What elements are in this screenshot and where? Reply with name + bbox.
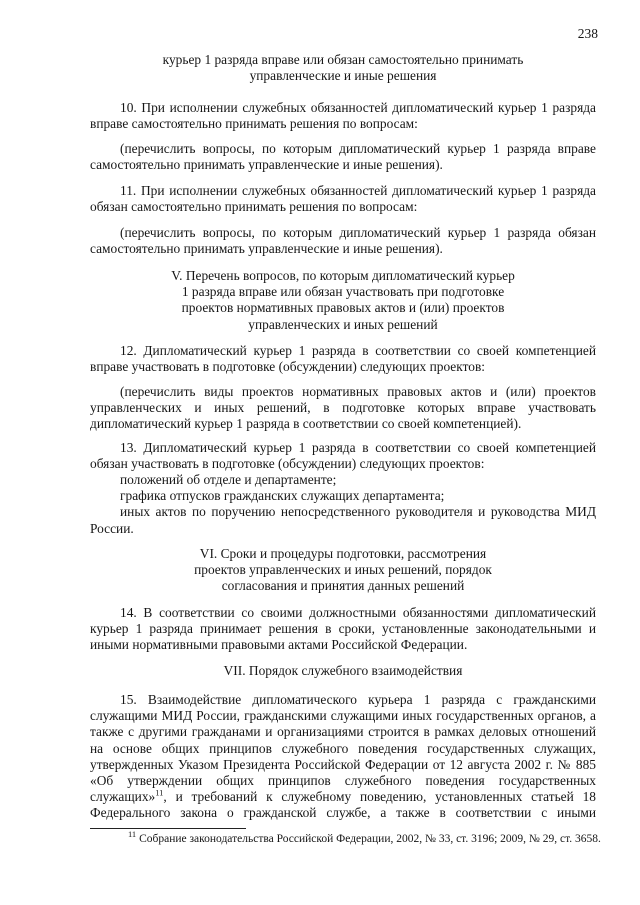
- heading-continued: [90, 52, 596, 84]
- paragraph-12-note: (перечислить виды проектов нормативных правовых актов и (или) проектов управленческих и иных решений, в подготовке которых вправе участвовать дипломатический курьер 1 разряда в соответствии со своей компетенцией).: [90, 384, 596, 432]
- list-item: положений об отделе и департаменте;: [120, 472, 337, 487]
- section-vi-heading: [90, 546, 596, 595]
- heading-line: проектов нормативных правовых актов и (или) проектов: [181, 300, 505, 316]
- paragraph-11: 11. При исполнении служебных обязанностей дипломатический курьер 1 разряда обязан самостоятельно принимать решения по вопросам:: [90, 183, 596, 215]
- paragraph-15-text: 15. Взаимодействие дипломатического курьера 1 разряда с гражданскими служащими МИД России, гражданскими служащими иных государственных органов, а также с другими гражданами и организациями строится в рамках деловых отношений на основе общих принципов служебного поведения государственных служащих, утвержденных Указом Президента Российской Федерации от 12 августа 2002 г. № 885 «Об утверждении общих принципов служебного поведения государственных служащих»: [90, 692, 596, 805]
- paragraph-15: [90, 692, 596, 822]
- footnote-separator: [90, 828, 246, 829]
- paragraph-15-text-continued: , и требований к служебному поведению, установленных статьей 18 Федерального закона о гражданской службе, а также в соответствии с иными: [90, 789, 596, 821]
- heading-line: проектов управленческих и иных решений, порядок: [194, 562, 492, 578]
- footnote-reference: 11: [155, 787, 164, 798]
- footnote-text: Собрание законодательства Российской Федерации, 2002, № 33, ст. 3196; 2009, № 29, ст. 3658.: [136, 833, 601, 845]
- heading-line: согласования и принятия данных решений: [221, 578, 465, 594]
- heading-line: V. Перечень вопросов, по которым дипломатический курьер: [171, 268, 515, 283]
- section-vii-heading: VII. Порядок служебного взаимодействия: [223, 663, 463, 678]
- paragraph-13-list: [90, 472, 596, 537]
- paragraph-10: 10. При исполнении служебных обязанностей дипломатический курьер 1 разряда вправе самостоятельно принимать решения по вопросам:: [90, 100, 596, 132]
- heading-line: курьер 1 разряда вправе или обязан самостоятельно принимать: [162, 52, 524, 67]
- footnote: [128, 829, 601, 846]
- paragraph-11-note: (перечислить вопросы, по которым дипломатический курьер 1 разряда обязан самостоятельно принимать управленческие и иные решения).: [90, 225, 596, 257]
- list-item: графика отпусков гражданских служащих департамента;: [120, 488, 445, 504]
- paragraph-13: 13. Дипломатический курьер 1 разряда в соответствии со своей компетенцией обязан участвовать в подготовке (обсуждении) следующих проектов:: [90, 440, 596, 472]
- heading-line: управленческие и иные решения: [249, 68, 437, 84]
- page-number: 238: [577, 26, 598, 41]
- list-item: иных актов по поручению непосредственного руководителя и руководства МИД России.: [90, 504, 596, 536]
- paragraph-12: 12. Дипломатический курьер 1 разряда в соответствии со своей компетенцией вправе участвовать в подготовке (обсуждении) следующих проектов:: [90, 343, 596, 375]
- heading-line: 1 разряда вправе или обязан участвовать при подготовке: [181, 284, 505, 300]
- section-v-heading: [90, 268, 596, 333]
- footnote-marker: 11: [128, 829, 137, 840]
- heading-line: управленческих и иных решений: [248, 316, 438, 332]
- paragraph-14: 14. В соответствии со своими должностными обязанностями дипломатический курьер 1 разряда принимает решения в сроки, установленные законодательными и иными нормативными правовыми актами Российской Федерации.: [90, 605, 596, 653]
- paragraph-10-note: (перечислить вопросы, по которым дипломатический курьер 1 разряда вправе самостоятельно принимать управленческие и иные решения).: [90, 141, 596, 173]
- heading-line: VI. Сроки и процедуры подготовки, рассмотрения: [199, 546, 487, 561]
